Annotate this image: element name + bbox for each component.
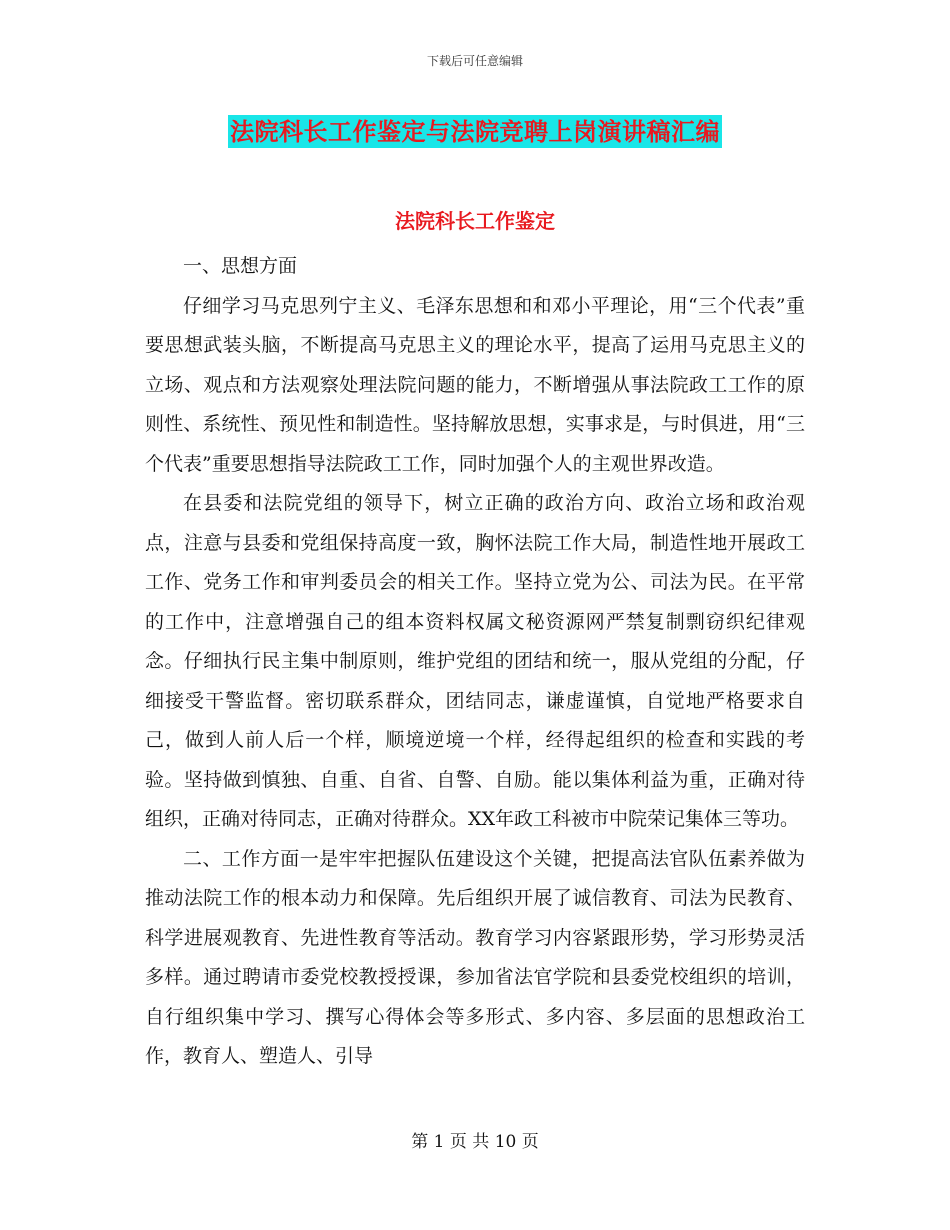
body-paragraph: 仔细学习马克思列宁主义、毛泽东思想和和邓小平理论，用“三个代表”重要思想武装头脑，不断提高马克思主义的理论水平，提高了运用马克思主义的立场、观点和方法观察处理法院问题的能力，不断增强从事法院政工工作的原则性、系统性、预见性和制造性。坚持解放思想，实事求是，与时俱进，用“三个代表”重要思想指导法院政工工作，同时加强个人的主观世界改造。 (145, 294, 805, 475)
section-heading: 一、思想方面 (183, 255, 298, 277)
section-title: 法院科长工作鉴定 (395, 209, 555, 233)
body-paragraph: 二、工作方面一是牢牢把握队伍建设这个关键，把提高法官队伍素养做为推动法院工作的根本动力和保障。先后组织开展了诚信教育、司法为民教育、科学进展观教育、先进性教育等活动。教育学习内容紧跟形势，学习形势灵活多样。通过聘请市委党校教授授课，参加省法官学院和县委党校组织的培训，自行组织集中学习、撰写心得体会等多形式、多内容、多层面的思想政治工作，教育人、塑造人、引导 (145, 847, 805, 1067)
document-title (0, 112, 950, 147)
body-paragraph: 在县委和法院党组的领导下，树立正确的政治方向、政治立场和政治观点，注意与县委和党组保持高度一致，胸怀法院工作大局，制造性地开展政工工作、党务工作和审判委员会的相关工作。坚持立党为公、司法为民。在平常的工作中，注意增强自己的组本资料权属文秘资源网严禁复制剽窃织纪律观念。仔细执行民主集中制原则，维护党组的团结和统一，服从党组的分配，仔细接受干警监督。密切联系群众，团结同志，谦虚谨慎，自觉地严格要求自己，做到人前人后一个样，顺境逆境一个样，经得起组织的检查和实践的考验。坚持做到慎独、自重、自省、自警、自励。能以集体利益为重，正确对待组织，正确对待同志，正确对待群众。XX年政工科被市中院荣记集体三等功。 (145, 492, 805, 830)
page-footer: 第 1 页 共 10 页 (411, 1132, 539, 1152)
document-title-text: 法院科长工作鉴定与法院竞聘上岗演讲稿汇编 (230, 117, 720, 146)
document-body (145, 247, 805, 1077)
page-header-note: 下载后可任意编辑 (426, 54, 523, 68)
